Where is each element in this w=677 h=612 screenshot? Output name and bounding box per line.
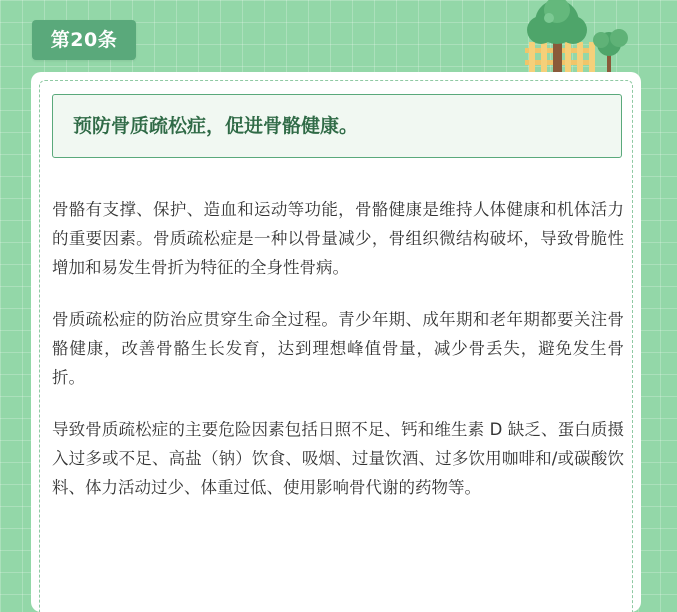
content-card (31, 72, 641, 612)
paragraph-1: 骨骼有支撑、保护、造血和运动等功能，骨骼健康是维持人体健康和机体活力的重要因素。骨质疏松症是一种以骨量减少，骨组织微结构破坏，导致骨脆性增加和易发生骨折为特征的全身性骨病。 (52, 200, 624, 277)
paragraph-2: 骨质疏松症的防治应贯穿生命全过程。青少年期、成年期和老年期都要关注骨骼健康，改善骨骼生长发育，达到理想峰值骨量，减少骨丢失，避免发生骨折。 (52, 310, 624, 387)
body-text (52, 195, 624, 525)
article-number-tag: 第20条 (32, 20, 136, 60)
headline: 预防骨质疏松症，促进骨骼健康。 (73, 115, 359, 137)
paragraph-3: 导致骨质疏松症的主要危险因素包括日照不足、钙和维生素 D 缺乏、蛋白质摄入过多或不足、高盐（钠）饮食、吸烟、过量饮酒、过多饮用咖啡和/或碳酸饮料、体力活动过少、体重过低、使用影响骨代谢的药物等。 (52, 420, 624, 497)
headline-box (52, 94, 622, 158)
card-dashed-frame (39, 80, 633, 612)
garden-decoration (497, 0, 677, 80)
